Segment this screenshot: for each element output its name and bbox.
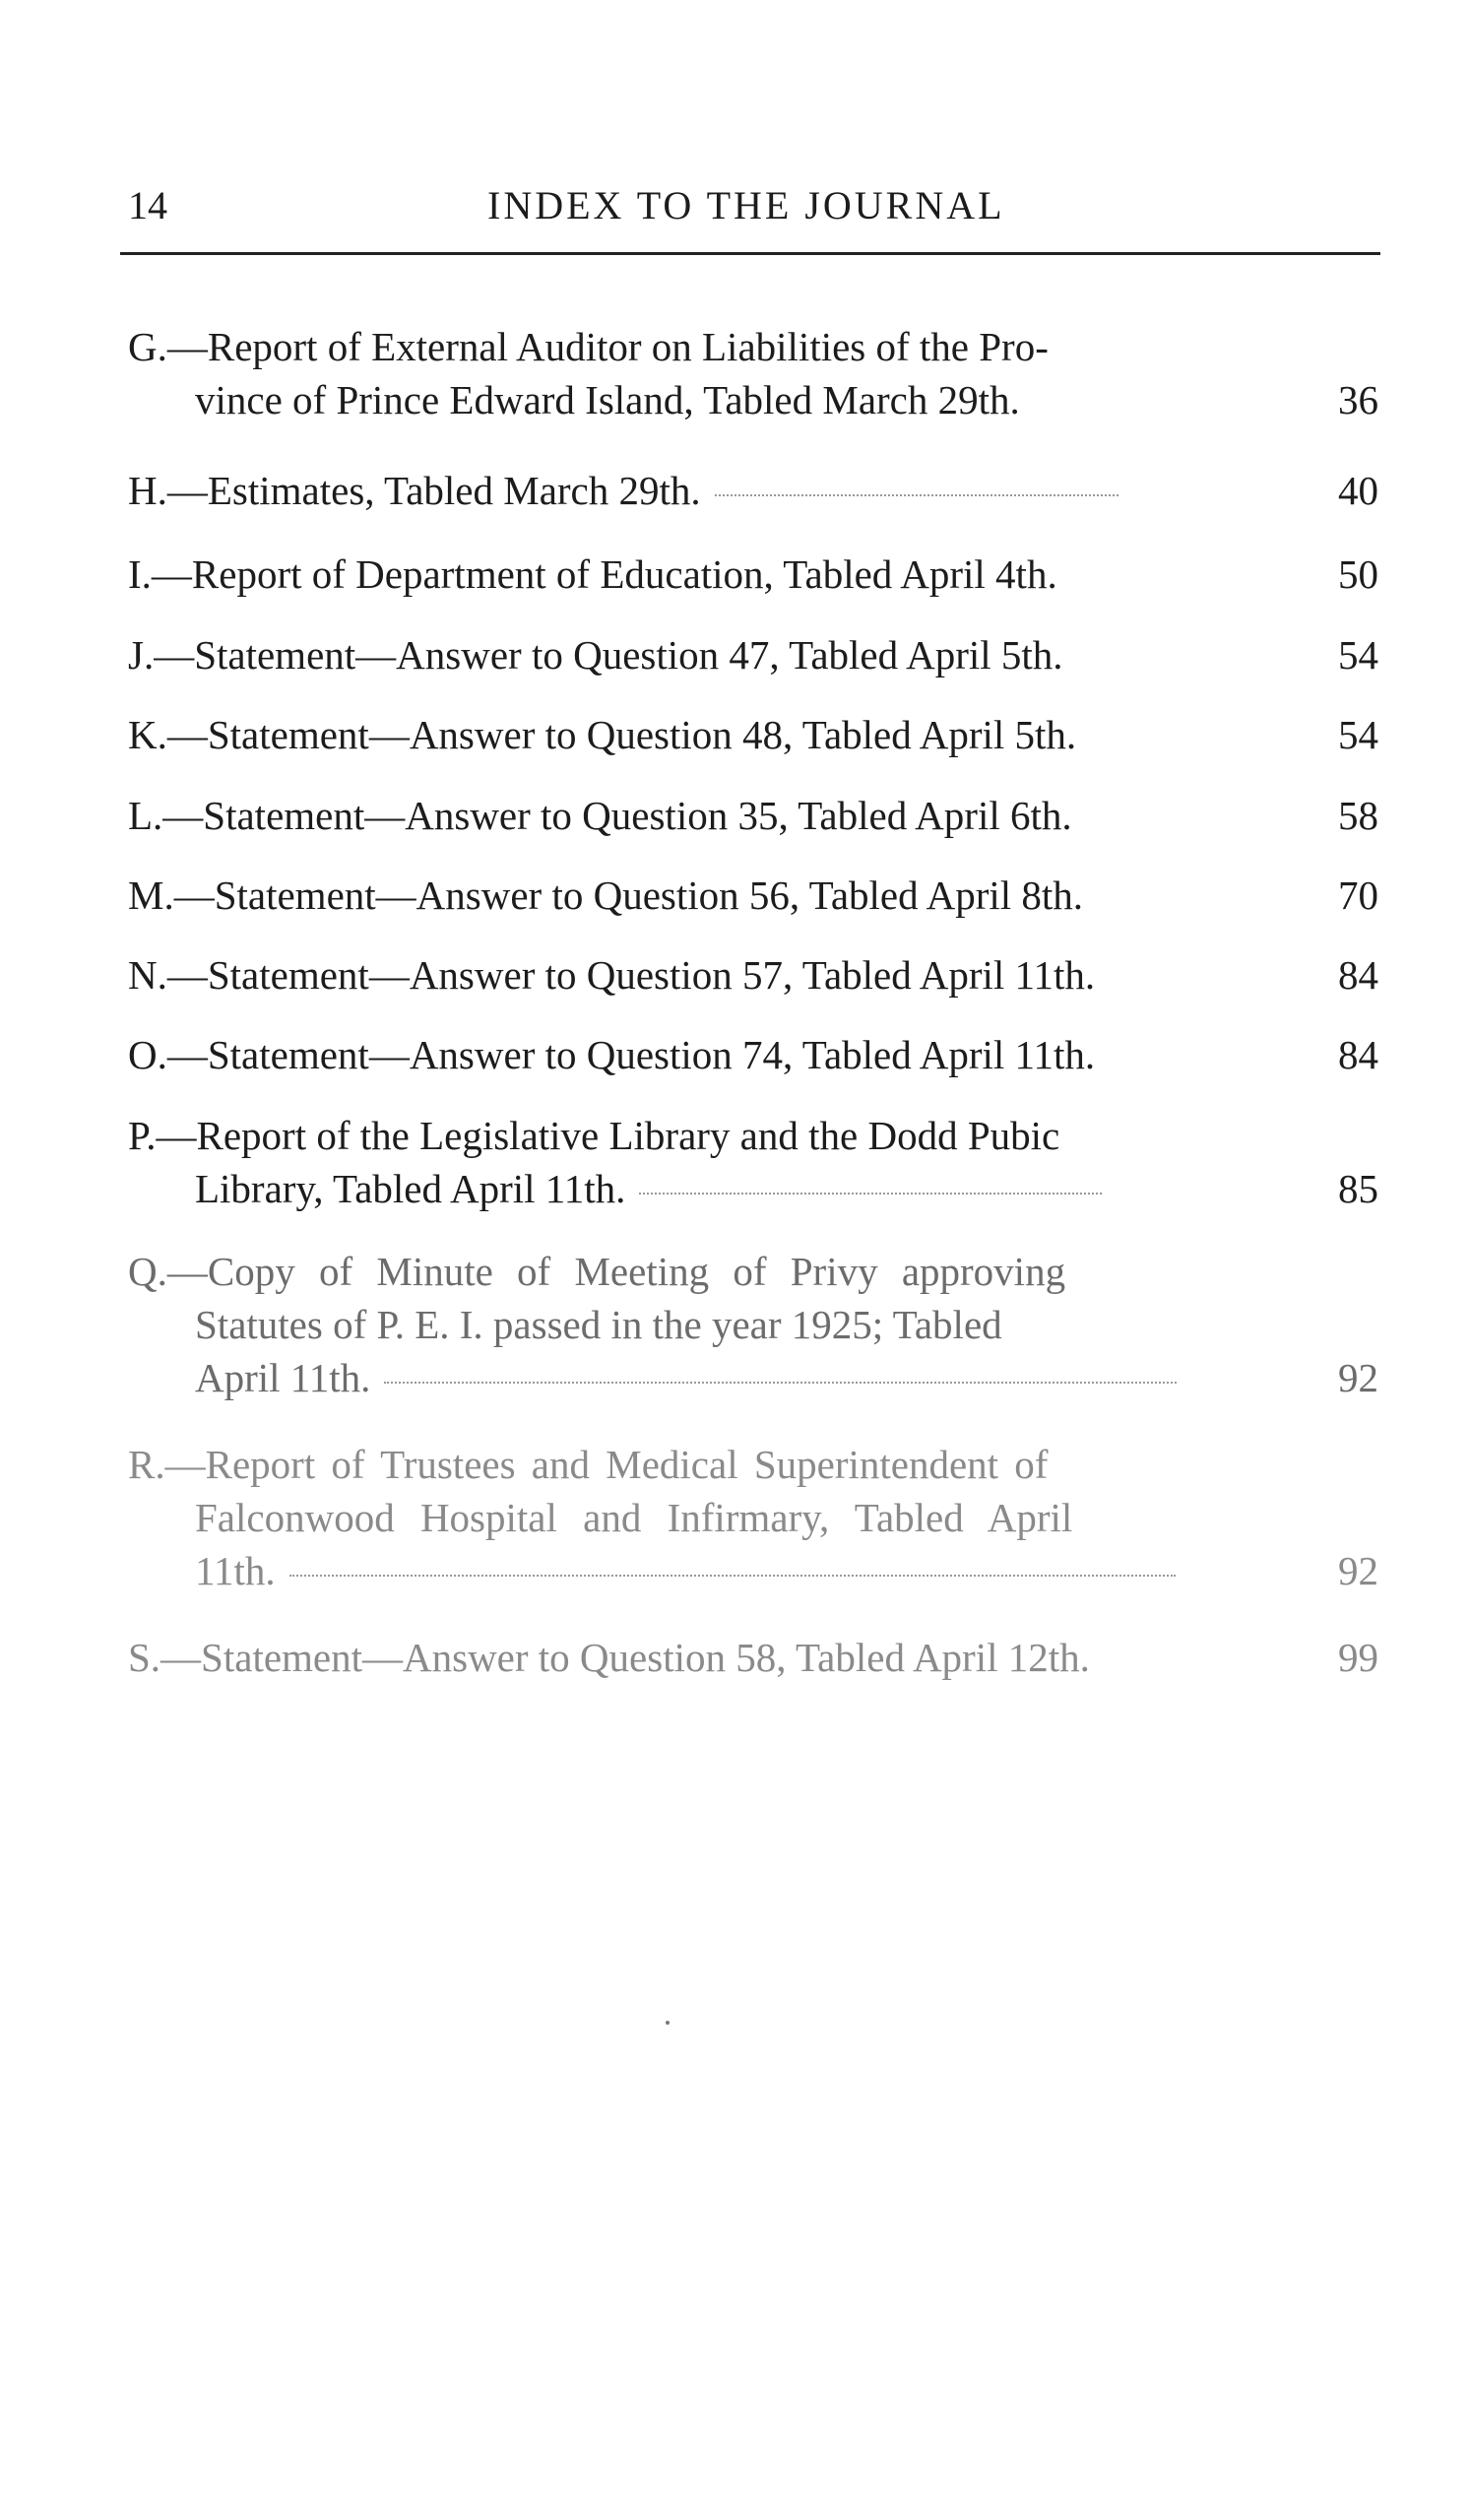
entry-text [128, 1245, 1265, 1404]
entry-line: M.—Statement—Answer to Question 56, Tabled April 8th. [128, 872, 1084, 918]
index-entry-i [128, 548, 1378, 601]
index-entry-l [128, 789, 1378, 842]
entry-text [128, 948, 1265, 1002]
entry-text [128, 320, 1265, 426]
dot-leader [289, 1575, 1176, 1577]
entry-text [128, 869, 1265, 922]
entry-text [128, 464, 1265, 517]
index-entry-s [128, 1631, 1378, 1684]
index-entry-n [128, 948, 1378, 1002]
index-entry-o [128, 1028, 1378, 1081]
entry-page-number: 36 [1338, 377, 1378, 422]
entry-page-number: 92 [1338, 1355, 1378, 1400]
entry-text [128, 628, 1265, 681]
entry-line: N.—Statement—Answer to Question 57, Tabled April 11th. [128, 952, 1096, 998]
entry-line: P.—Report of the Legislative Library and the Dodd Pubic [128, 1113, 1060, 1158]
dot-leader [384, 1382, 1177, 1384]
entry-line: I.—Report of Department of Education, Tabled April 4th. [128, 551, 1057, 597]
entry-line: Library, Tabled April 11th. [195, 1166, 626, 1211]
entry-page-number: 40 [1338, 468, 1378, 513]
entry-line: O.—Statement—Answer to Question 74, Tabled April 11th. [128, 1032, 1096, 1077]
entry-line: J.—Statement—Answer to Question 47, Tabled April 5th. [128, 632, 1063, 678]
entry-page-number: 58 [1338, 793, 1378, 838]
entry-line: Statutes of P. E. I. passed in the year 1925; Tabled [195, 1302, 1002, 1347]
entry-page-number: 84 [1338, 1032, 1378, 1077]
entry-page-number: 85 [1338, 1166, 1378, 1211]
entry-page-number: 70 [1338, 872, 1378, 918]
entry-line: Q.—Copy of Minute of Meeting of Privy approving [128, 1249, 1066, 1294]
print-speck [666, 2021, 670, 2025]
entry-line: 11th. [195, 1548, 276, 1593]
entry-line: vince of Prince Edward Island, Tabled March 29th. [195, 377, 1020, 422]
entry-text [128, 1028, 1265, 1081]
entry-line: Falconwood Hospital and Infirmary, Tabled April [195, 1495, 1073, 1540]
entry-text [128, 1631, 1265, 1684]
index-entry-m [128, 869, 1378, 922]
dot-leader [639, 1193, 1102, 1195]
index-entry-q [128, 1245, 1378, 1404]
entry-line: K.—Statement—Answer to Question 48, Tabled April 5th. [128, 712, 1077, 757]
dot-leader [715, 494, 1118, 496]
entry-line: H.—Estimates, Tabled March 29th. [128, 468, 701, 513]
entry-text [128, 789, 1265, 842]
index-entry-g [128, 320, 1378, 426]
page-header [128, 182, 1378, 241]
header-rule [120, 252, 1380, 255]
entry-text [128, 1438, 1265, 1597]
index-entry-k [128, 708, 1378, 761]
page-number: 14 [128, 183, 167, 227]
index-entry-j [128, 628, 1378, 681]
entry-page-number: 50 [1338, 551, 1378, 597]
entry-text [128, 1109, 1265, 1215]
entry-page-number: 92 [1338, 1548, 1378, 1593]
entry-page-number: 54 [1338, 632, 1378, 678]
index-entry-r [128, 1438, 1378, 1597]
index-entries [128, 320, 1378, 1684]
entry-text [128, 548, 1265, 601]
index-entry-p [128, 1109, 1378, 1215]
running-title: INDEX TO THE JOURNAL [487, 183, 1005, 227]
entry-text [128, 708, 1265, 761]
entry-line: G.—Report of External Auditor on Liabilities of the Pro- [128, 324, 1049, 369]
entry-line: L.—Statement—Answer to Question 35, Tabled April 6th. [128, 793, 1072, 838]
entry-page-number: 99 [1338, 1635, 1378, 1680]
entry-line: April 11th. [195, 1355, 371, 1400]
entry-line: S.—Statement—Answer to Question 58, Tabled April 12th. [128, 1635, 1090, 1680]
entry-page-number: 84 [1338, 952, 1378, 998]
entry-line: R.—Report of Trustees and Medical Superintendent of [128, 1442, 1049, 1487]
index-entry-h [128, 464, 1378, 517]
entry-page-number: 54 [1338, 712, 1378, 757]
